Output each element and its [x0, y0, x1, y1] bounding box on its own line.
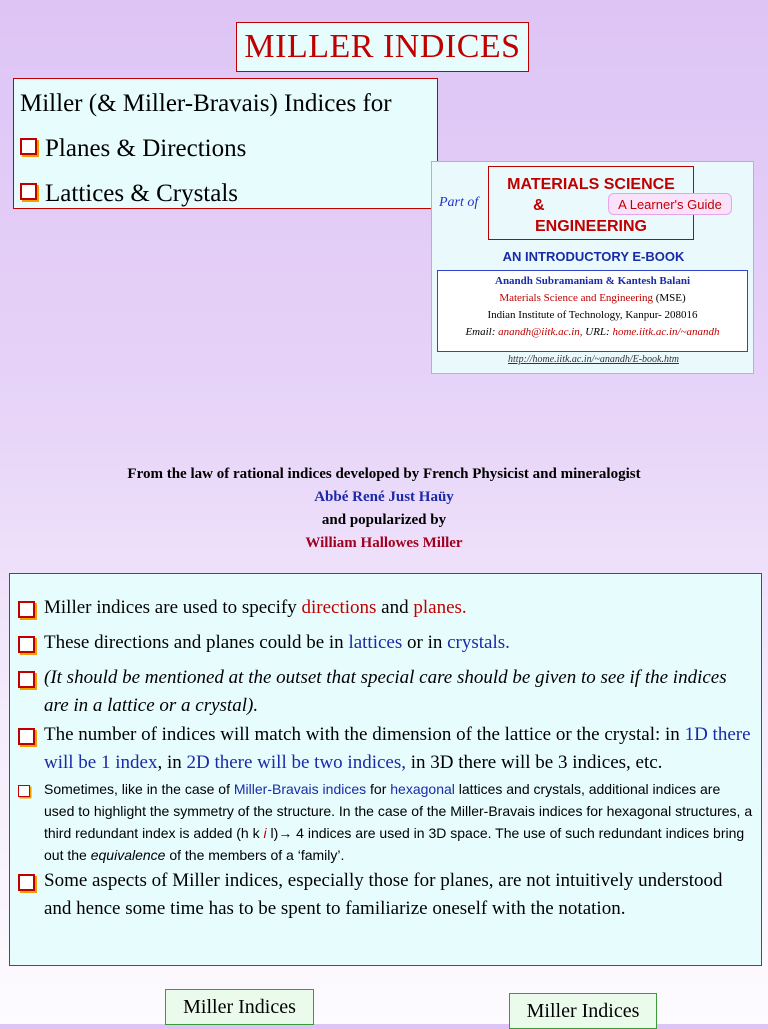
mse-line: ENGINEERING: [534, 218, 647, 235]
ebook-card[interactable]: [431, 161, 754, 374]
contact-line: Email: anandh@iitk.ac.in, URL: home.iitk.ac.in/~anandh: [465, 326, 720, 338]
part-of-label: Part of: [439, 195, 479, 210]
institute: Indian Institute of Technology, Kanpur- 208016: [487, 309, 698, 321]
checkbox-bullet-icon: [18, 636, 35, 653]
person-name: William Hallowes Miller: [305, 535, 463, 551]
checkbox-bullet-icon: [18, 874, 35, 891]
authors: Anandh Subramaniam & Kantesh Balani: [495, 275, 690, 287]
intro-item: Lattices & Crystals: [20, 171, 437, 216]
ebook-url-link[interactable]: http://home.iitk.ac.in/~anandh/E-book.htm: [508, 354, 679, 365]
mse-line: MATERIALS SCIENCE: [507, 176, 675, 193]
miller-indices-link-right[interactable]: Miller Indices: [509, 993, 657, 1029]
list-item: The number of indices will match with the dimension of the lattice or the crystal: in 1D there will be 1 index, in 2D there will be two indices, in 3D there will be 3 indices, etc.: [18, 721, 753, 777]
person-name: Abbé René Just Haüy: [314, 489, 454, 505]
history-line: From the law of rational indices developed by French Physicist and mineralogist: [127, 466, 641, 482]
checkbox-bullet-icon: [18, 601, 35, 618]
list-item: These directions and planes could be in lattices or in crystals.: [18, 629, 753, 663]
intro-line: Miller (& Miller-Bravais) Indices for: [20, 90, 392, 117]
list-item: (It should be mentioned at the outset that special care should be given to see if the indices are in a lattice or a crystal).: [18, 664, 753, 720]
main-points-box: [9, 573, 762, 966]
checkbox-bullet-icon: [18, 728, 35, 745]
miller-indices-link-left[interactable]: Miller Indices: [165, 989, 314, 1025]
history-text: [0, 463, 768, 555]
homepage-link[interactable]: home.iitk.ac.in/~anandh: [612, 326, 720, 338]
history-line: and popularized by: [321, 512, 447, 528]
checkbox-bullet-icon: [20, 183, 37, 200]
ebook-subtitle: AN INTRODUCTORY E-BOOK: [502, 249, 685, 264]
title-box: [236, 22, 529, 72]
intro-item: Planes & Directions: [20, 126, 437, 171]
checkbox-bullet-icon: [20, 138, 37, 155]
intro-box: [13, 78, 438, 209]
checkbox-bullet-icon: [18, 671, 35, 688]
checkbox-bullet-icon: [18, 785, 30, 797]
list-item: Some aspects of Miller indices, especially those for planes, are not intuitively understood and hence some time has to be spent to familiarize oneself with the notation.: [18, 867, 753, 923]
author-box: [437, 270, 748, 352]
page-title: MILLER INDICES: [244, 28, 521, 65]
list-item: Sometimes, like in the case of Miller-Bravais indices for hexagonal lattices and crystals, additional indices are used to highlight the symmetry of the structure. In the case of the Miller-Bravais indices for hexagonal structures, a third redundant index is added (h k i l)→ 4 indices are used in 3D space. The use of such redundant indices bring out the equivalence of the members of a ‘family’.: [18, 778, 753, 866]
email-link[interactable]: anandh@iitk.ac.in,: [498, 326, 583, 338]
department: Materials Science and Engineering (MSE): [499, 292, 686, 304]
mse-line: &: [533, 197, 545, 214]
list-item: Miller indices are used to specify directions and planes.: [18, 594, 753, 628]
learners-guide-badge: A Learner's Guide: [608, 193, 732, 215]
